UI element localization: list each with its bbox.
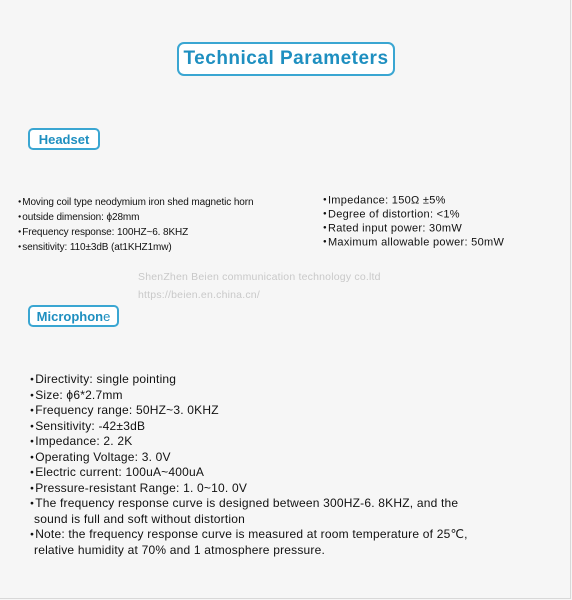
measurement-note-line2: relative humidity at 70% and 1 atmosphere pressure. bbox=[34, 542, 326, 557]
list-item: ● Pressure-resistant Range: 1. 0~10. 0V bbox=[30, 481, 546, 497]
list-item: ● Sensitivity: -42±3dB bbox=[30, 419, 546, 435]
watermark bbox=[138, 268, 381, 304]
list-item: ● sensitivity: 110±3dB (at1KHZ1mw) bbox=[18, 240, 253, 255]
headset-spec-list-right bbox=[323, 194, 504, 251]
list-item: ● Directivity: single pointing bbox=[30, 372, 546, 388]
list-item: ● Frequency range: 50HZ~3. 0KHZ bbox=[30, 403, 546, 419]
watermark-url: https://beien.en.china.cn/ bbox=[138, 289, 260, 301]
microphone-heading-main: Microphon bbox=[36, 308, 104, 324]
list-item: ● Rated input power: 30mW bbox=[323, 222, 504, 236]
list-item: ● Electric current: 100uA~400uA bbox=[30, 465, 546, 481]
microphone-heading-tail: e bbox=[103, 308, 111, 324]
headset-spec-list-left bbox=[18, 195, 253, 255]
list-item: ● Moving coil type neodymium iron shed magnetic horn bbox=[18, 195, 253, 210]
list-item: ● Frequency response: 100HZ~6. 8KHZ bbox=[18, 225, 253, 240]
page-title: Technical Parameters bbox=[183, 48, 389, 69]
headset-heading: Headset bbox=[38, 131, 90, 147]
headset-section-label bbox=[28, 128, 100, 150]
measurement-note bbox=[30, 527, 546, 558]
measurement-note-line1: Note: the frequency response curve is measured at room temperature of 25℃, bbox=[35, 527, 468, 542]
microphone-section-label bbox=[28, 305, 119, 327]
list-item: ● Size: ϕ6*2.7mm bbox=[30, 388, 546, 404]
frequency-note bbox=[30, 496, 546, 527]
frequency-note-line1: The frequency response curve is designed between 300HZ-6. 8KHZ, and the bbox=[35, 496, 459, 511]
microphone-heading bbox=[37, 309, 111, 324]
list-item: ● outside dimension: ϕ28mm bbox=[18, 210, 253, 225]
title-banner bbox=[177, 42, 395, 76]
watermark-company: ShenZhen Beien communication technology co.ltd bbox=[138, 271, 381, 283]
list-item: ● Maximum allowable power: 50mW bbox=[323, 236, 504, 250]
frequency-note-line2: sound is full and soft without distortion bbox=[34, 511, 245, 526]
microphone-spec-list bbox=[30, 372, 546, 558]
list-item: ● Operating Voltage: 3. 0V bbox=[30, 450, 546, 466]
list-item: ● Degree of distortion: <1% bbox=[323, 208, 504, 222]
list-item: ● Impedance: 150Ω ±5% bbox=[323, 194, 504, 208]
list-item: ● Impedance: 2. 2K bbox=[30, 434, 546, 450]
